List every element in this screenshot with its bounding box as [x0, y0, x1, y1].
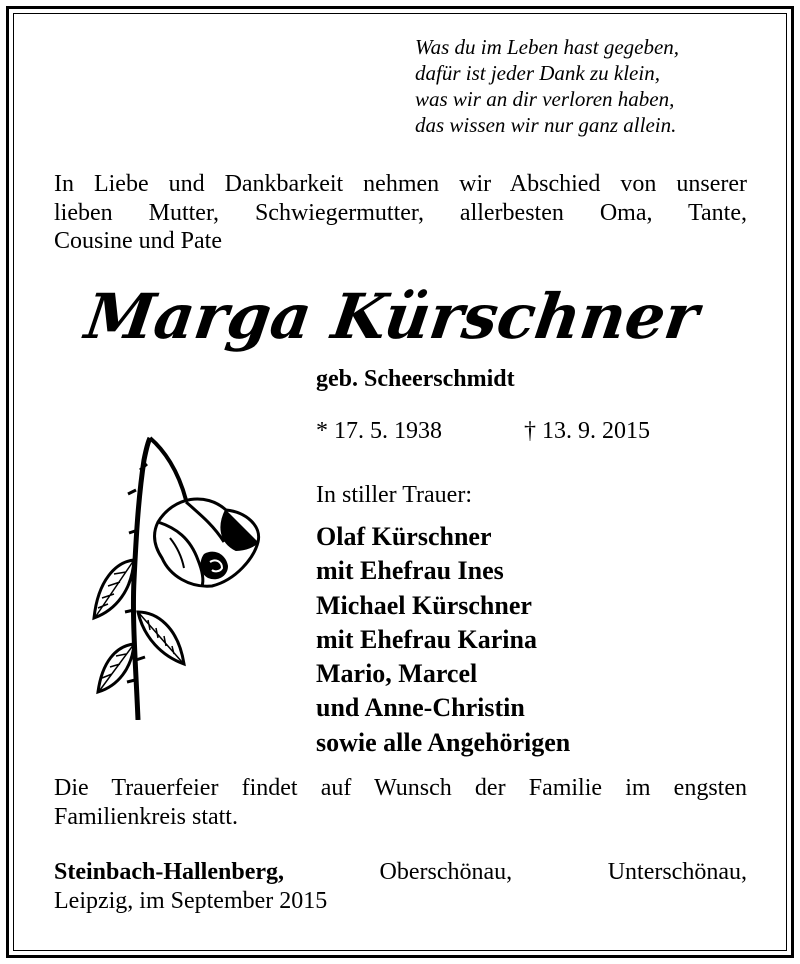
place-and-date: [54, 858, 747, 915]
funeral-line: Die Trauerfeier findet auf Wunsch der Familie im engsten: [54, 775, 747, 801]
intro-line: Cousine und Pate: [54, 228, 222, 254]
funeral-line: Familienkreis statt.: [54, 803, 238, 830]
intro-line: lieben Mutter, Schwiegermutter, allerbesten Oma, Tante,: [54, 199, 747, 226]
birth-name: geb. Scheerschmidt: [316, 366, 515, 392]
rose-icon: [86, 430, 266, 720]
intro-text: [54, 170, 747, 256]
main-place: Steinbach-Hallenberg,: [54, 859, 285, 885]
birth-date: * 17. 5. 1938: [316, 418, 442, 444]
deceased-name: Marga Kürschner: [80, 280, 703, 353]
date-line: Leipzig, im September 2015: [54, 887, 328, 914]
mourner-line: Mario, Marcel: [316, 659, 478, 689]
mourning-label: In stiller Trauer:: [316, 482, 472, 508]
mourner-line: Olaf Kürschner: [316, 522, 492, 551]
mourners-list: [316, 520, 570, 760]
other-places: Oberschönau, Unterschönau,: [379, 859, 747, 885]
poem: [415, 34, 679, 138]
poem-line: das wissen wir nur ganz allein.: [415, 113, 677, 137]
mourner-line: mit Ehefrau Ines: [316, 556, 504, 586]
death-date: † 13. 9. 2015: [524, 418, 650, 444]
mourner-line: und Anne-Christin: [316, 693, 525, 723]
mourner-line: sowie alle Angehörigen: [316, 727, 571, 757]
mourner-line: mit Ehefrau Karina: [316, 624, 537, 654]
intro-line: In Liebe und Dankbarkeit nehmen wir Abschied von unserer: [54, 171, 747, 197]
funeral-notice: [54, 774, 747, 831]
poem-line: Was du im Leben hast gegeben,: [415, 35, 680, 59]
places-line: [54, 858, 747, 887]
poem-line: dafür ist jeder Dank zu klein,: [415, 61, 660, 85]
mourner-line: Michael Kürschner: [316, 590, 532, 620]
poem-line: was wir an dir verloren haben,: [415, 87, 675, 111]
